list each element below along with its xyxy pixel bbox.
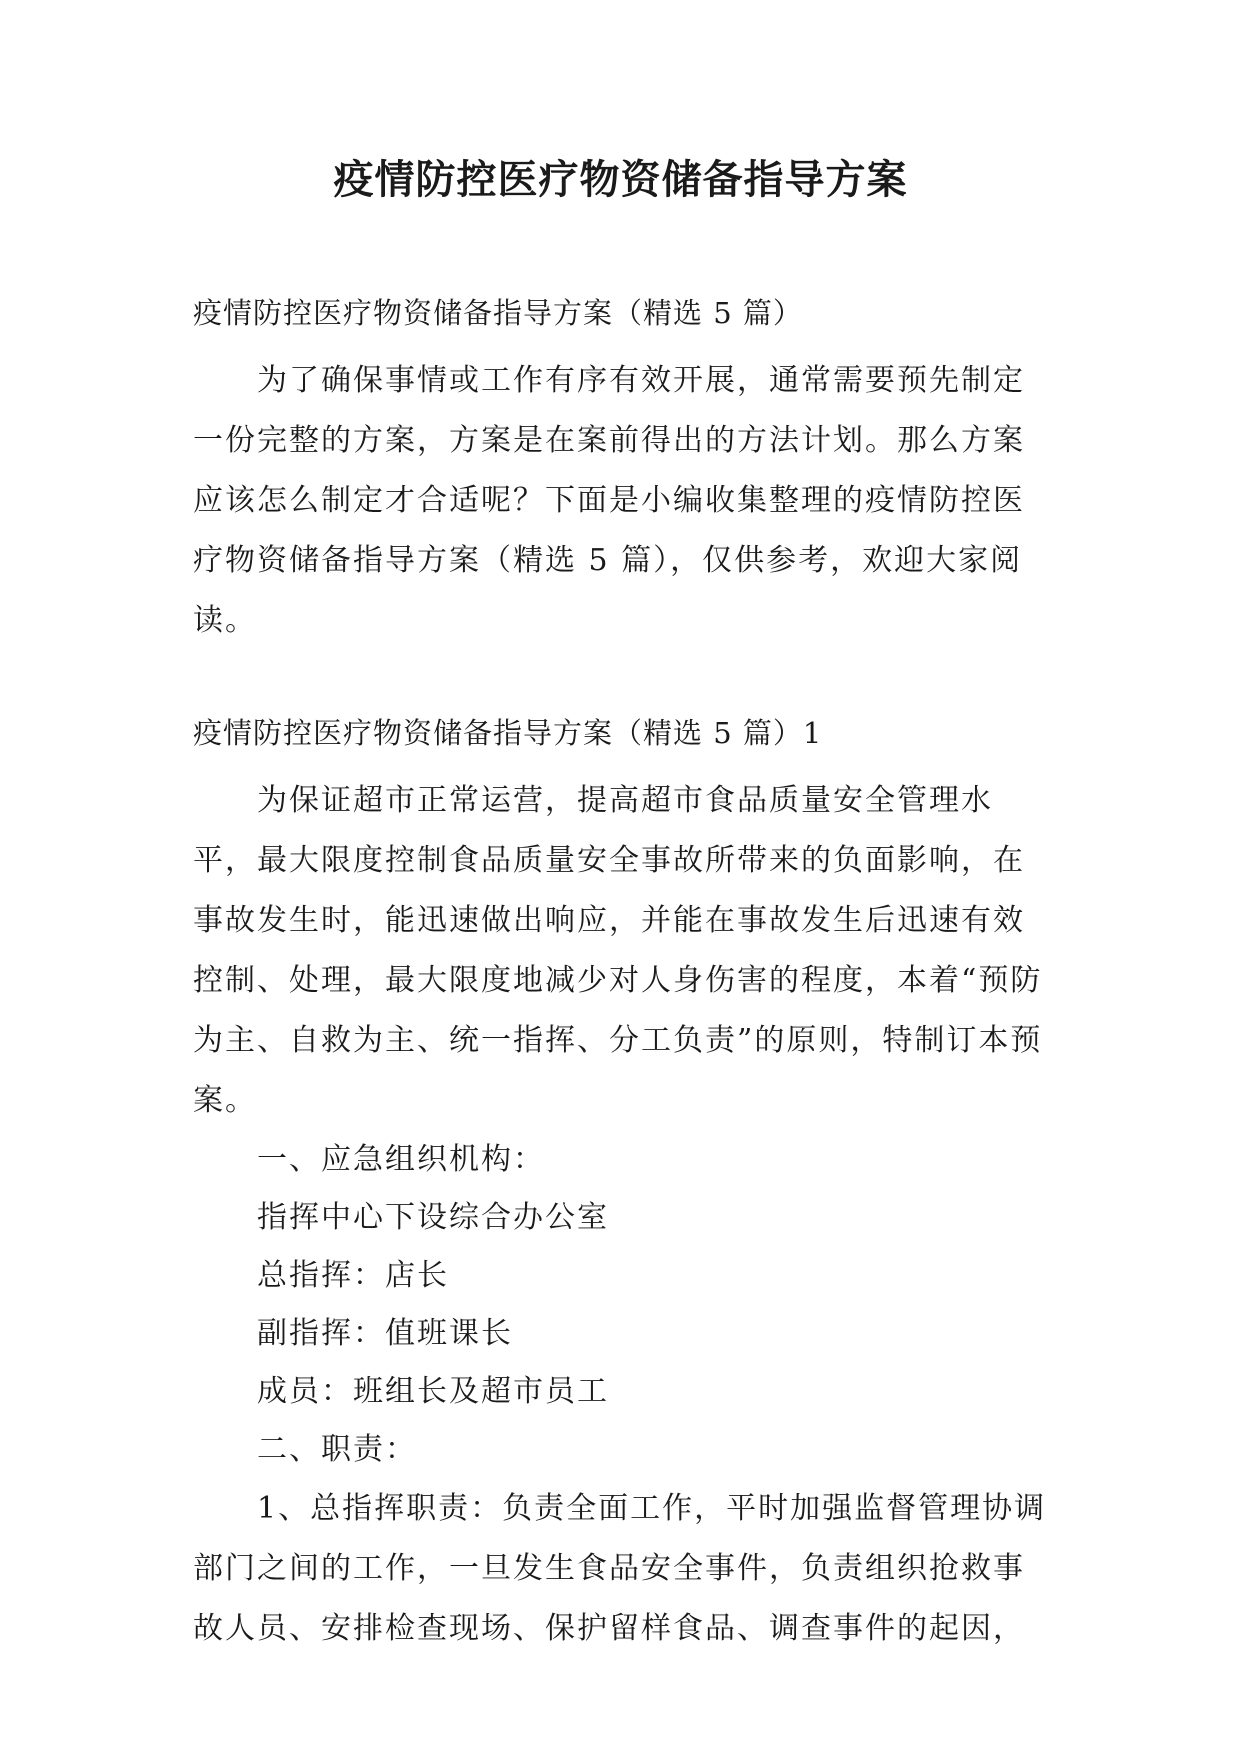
document-subtitle: 疫情防控医疗物资储备指导方案（精选 5 篇）	[193, 296, 803, 330]
org-line: 成员：班组长及超市员工	[257, 1374, 609, 1409]
intro-paragraph: 为了确保事情或工作有序有效开展，通常需要预先制定一份完整的方案，方案是在案前得出的方法计划。那么方案应该怎么制定才合适呢？下面是小编收集整理的疫情防控医疗物资储备指导方案（精选 5 篇），仅供参考，欢迎大家阅读。	[193, 363, 1025, 638]
org-line: 总指挥：店长	[257, 1258, 449, 1293]
org-heading: 一、应急组织机构：	[257, 1142, 545, 1177]
document-title: 疫情防控医疗物资储备指导方案	[333, 156, 908, 203]
spacer	[193, 753, 1053, 771]
spacer	[193, 651, 1053, 713]
section-heading: 疫情防控医疗物资储备指导方案（精选 5 篇）1	[193, 716, 823, 750]
org-line: 副指挥：值班课长	[257, 1316, 513, 1351]
spacer	[193, 333, 1053, 351]
org-line: 指挥中心下设综合办公室	[257, 1200, 609, 1235]
duty-heading: 二、职责：	[257, 1432, 417, 1467]
document-body	[193, 293, 1053, 1659]
duty-paragraph: 1、总指挥职责：负责全面工作，平时加强监督管理协调部门之间的工作，一旦发生食品安全事件，负责组织抢救事故人员、安排检查现场、保护留样食品、调查事件的起因，	[193, 1491, 1047, 1646]
section-paragraph: 为保证超市正常运营，提高超市食品质量安全管理水平，最大限度控制食品质量安全事故所带来的负面影响，在事故发生时，能迅速做出响应，并能在事故发生后迅速有效控制、处理，最大限度地减少对人身伤害的程度，本着“预防为主、自救为主、统一指挥、分工负责”的原则，特制订本预案。	[193, 783, 1043, 1118]
